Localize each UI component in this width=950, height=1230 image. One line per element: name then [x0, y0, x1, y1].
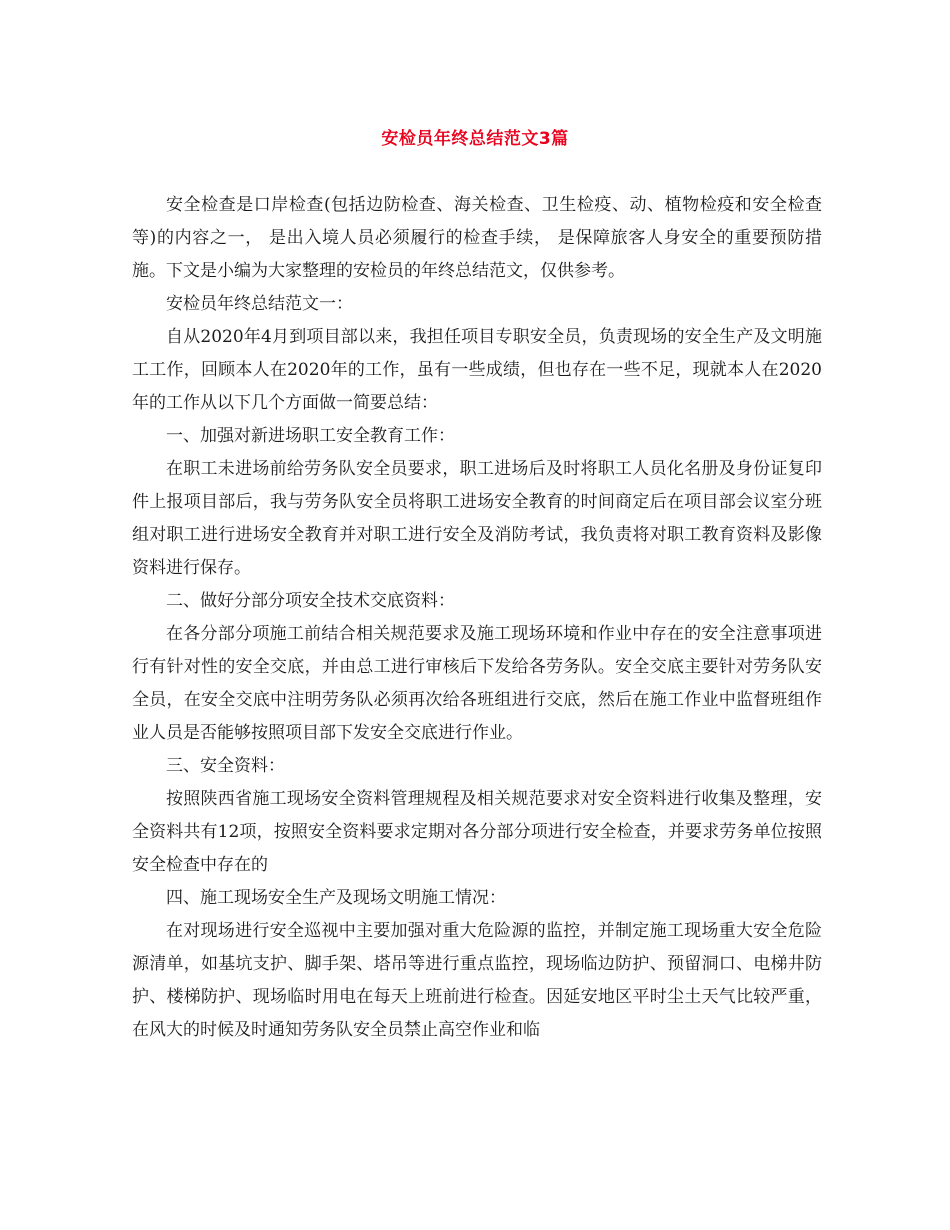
- document-title: 安检员年终总结范文3篇: [381, 129, 569, 149]
- paragraph-intro: 安全检查是口岸检查(包括边防检查、海关检查、卫生检疫、动、植物检疫和安全检查等)的内容之一， 是出入境人员必须履行的检查手续， 是保障旅客人身安全的重要预防措施。下文是小编为大家整理的安检员的年终总结范文，仅供参考。: [132, 195, 822, 281]
- paragraph-sample-one-heading: 安检员年终总结范文一：: [166, 294, 353, 314]
- paragraph-overview: 自从2020年4月到项目部以来，我担任项目专职安全员，负责现场的安全生产及文明施工工作，回顾本人在2020年的工作，虽有一些成绩，但也存在一些不足，现就本人在2020年的工作从以下几个方面做一简要总结：: [132, 327, 822, 413]
- section-heading-4: 四、施工现场安全生产及现场文明施工情况：: [166, 888, 506, 908]
- section-heading-2: 二、做好分部分项安全技术交底资料：: [166, 591, 455, 611]
- section-heading-1: 一、加强对新进场职工安全教育工作：: [166, 426, 455, 446]
- paragraph-section-4: 在对现场进行安全巡视中主要加强对重大危险源的监控，并制定施工现场重大安全危险源清单，如基坑支护、脚手架、塔吊等进行重点监控，现场临边防护、预留洞口、电梯井防护、楼梯防护、现场临时用电在每天上班前进行检查。因延安地区平时尘土天气比较严重，在风大的时候及时通知劳务队安全员禁止高空作业和临: [132, 921, 822, 1040]
- paragraph-section-2: 在各分部分项施工前结合相关规范要求及施工现场环境和作业中存在的安全注意事项进行有针对性的安全交底，并由总工进行审核后下发给各劳务队。安全交底主要针对劳务队安全员，在安全交底中注明劳务队必须再次给各班组进行交底，然后在施工作业中监督班组作业人员是否能够按照项目部下发安全交底进行作业。: [132, 624, 822, 743]
- paragraph-section-1: 在职工未进场前给劳务队安全员要求，职工进场后及时将职工人员化名册及身份证复印件上报项目部后，我与劳务队安全员将职工进场安全教育的时间商定后在项目部会议室分班组对职工进行进场安全教育并对职工进行安全及消防考试，我负责将对职工教育资料及影像资料进行保存。: [132, 459, 822, 578]
- document-body: [132, 189, 822, 1047]
- section-heading-3: 三、安全资料：: [166, 756, 285, 776]
- paragraph-section-3: 按照陕西省施工现场安全资料管理规程及相关规范要求对安全资料进行收集及整理，安全资料共有12项，按照安全资料要求定期对各分部分项进行安全检查，并要求劳务单位按照安全检查中存在的: [132, 789, 822, 875]
